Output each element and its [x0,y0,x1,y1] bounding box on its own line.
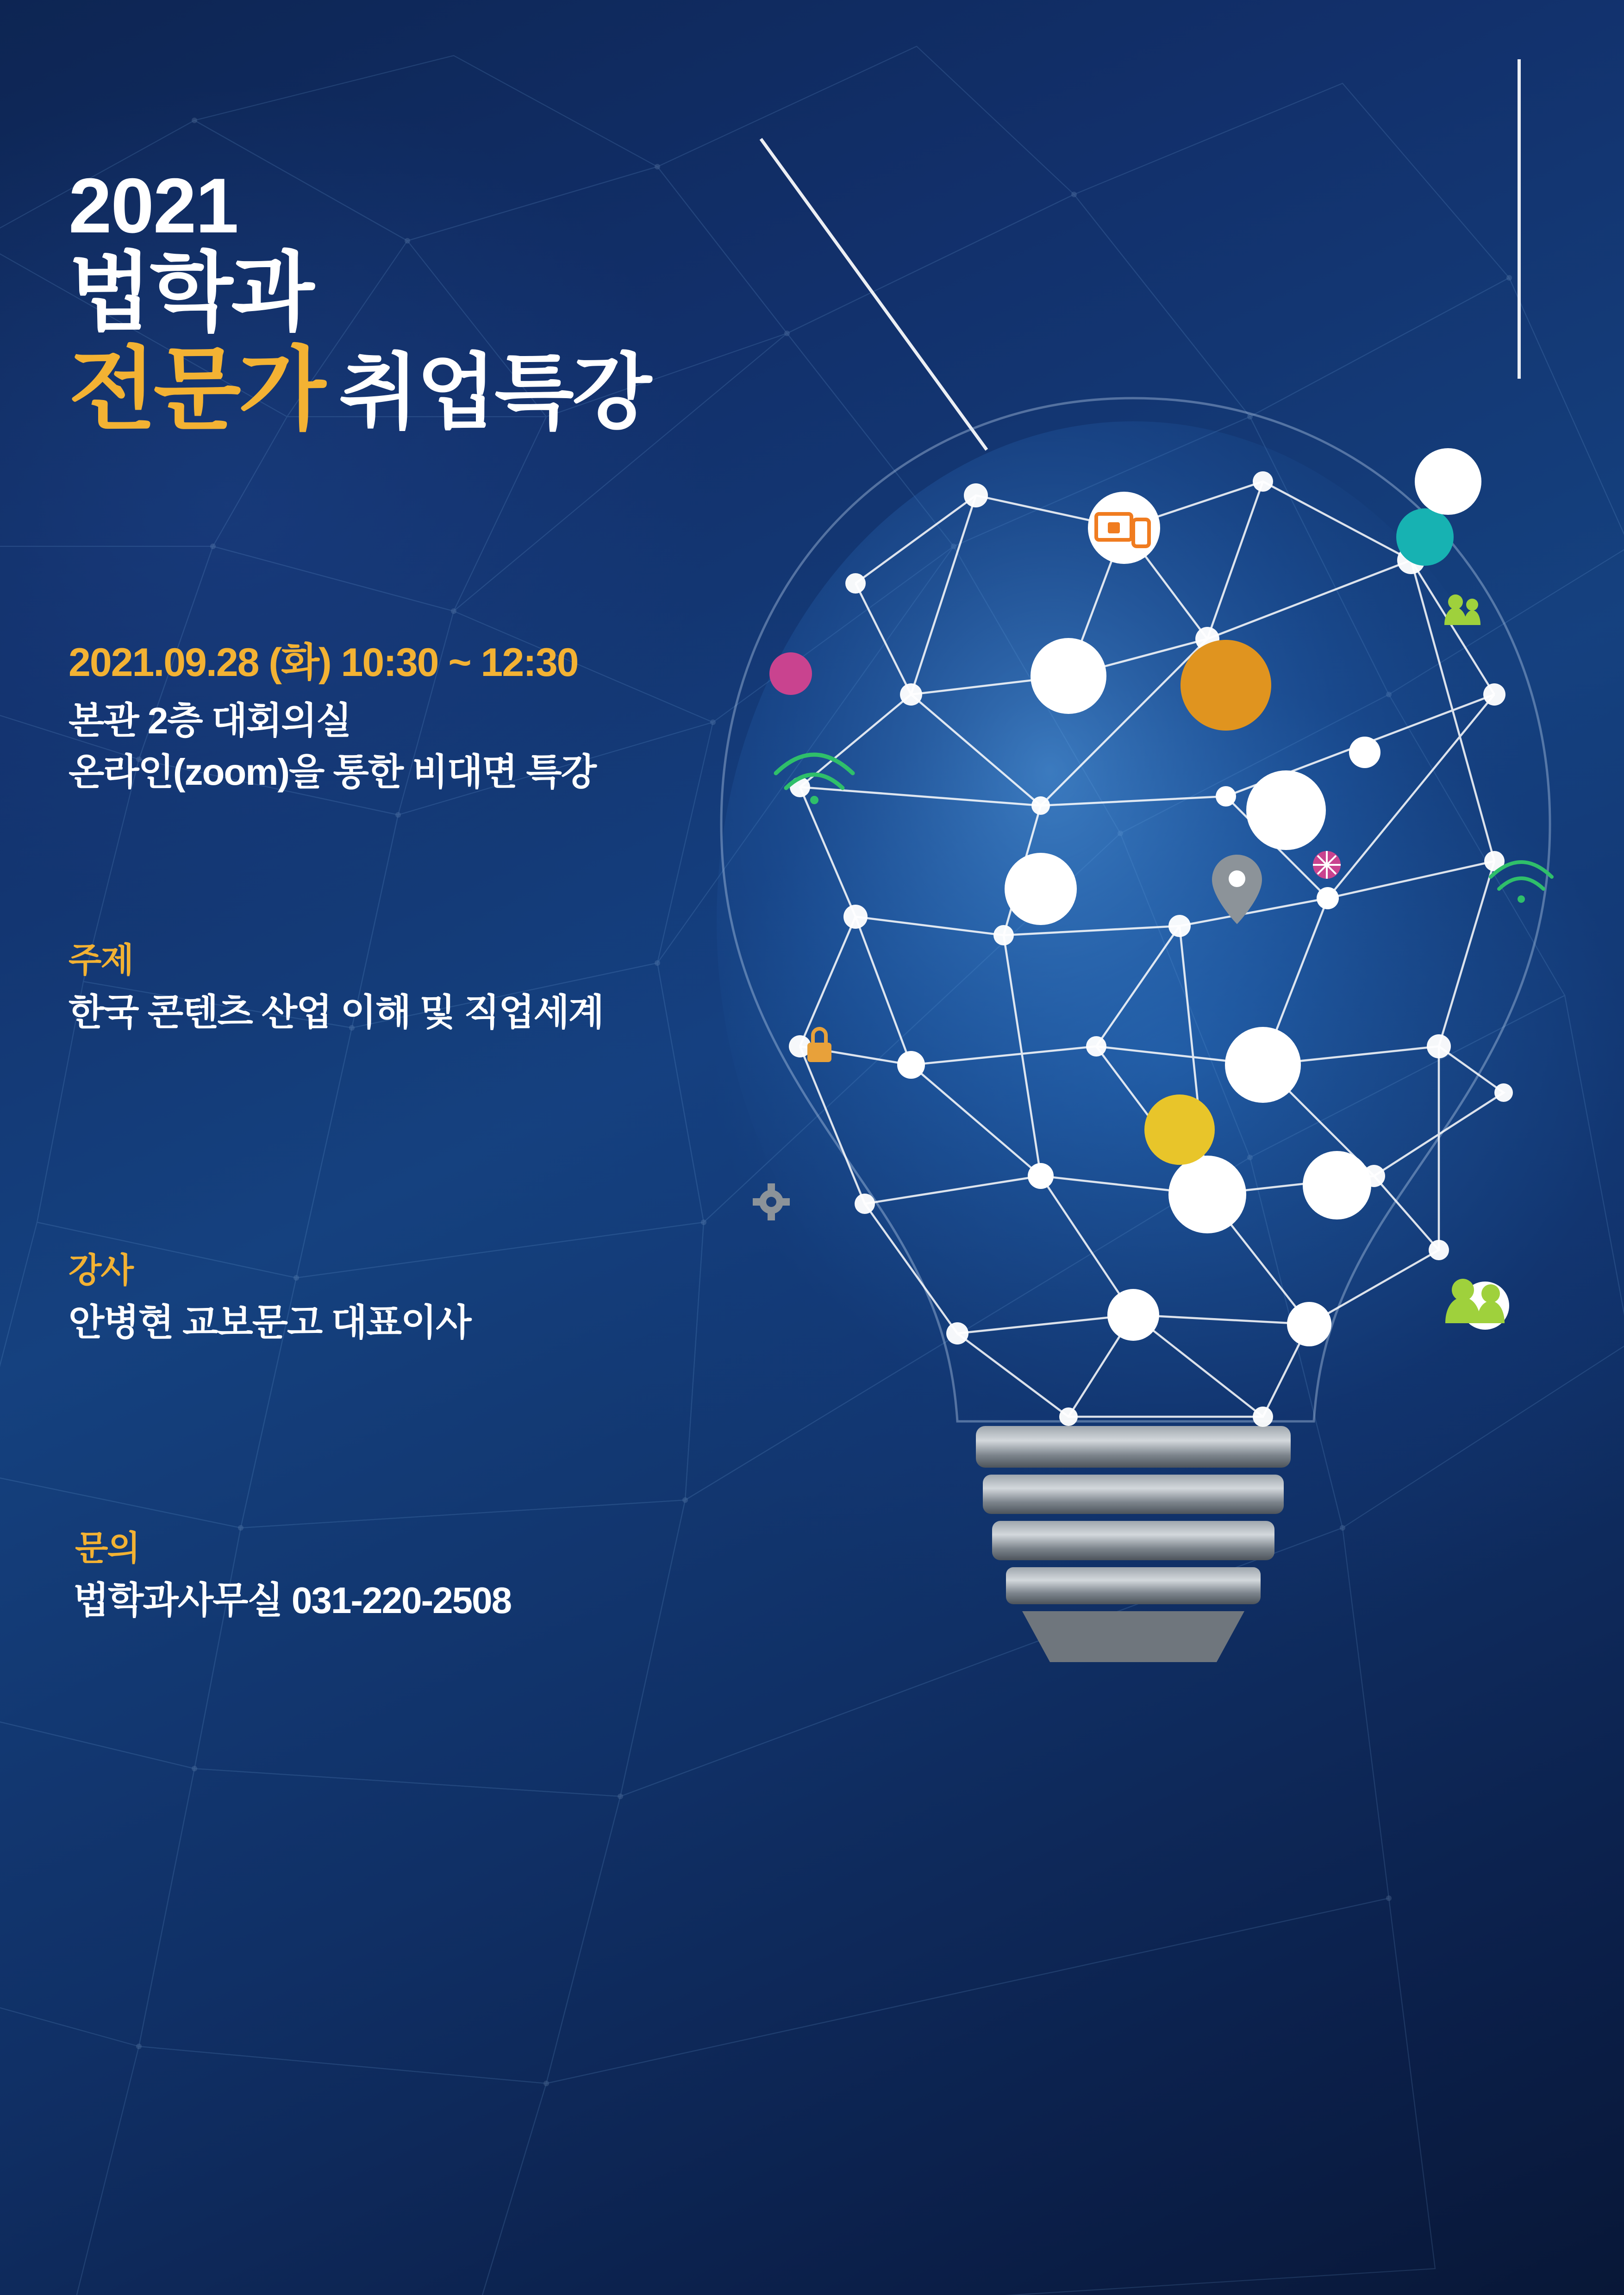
poster-title-block [69,162,902,441]
contact-value: 법학과사무실 031-220-2508 [73,1579,512,1621]
node-bubble-yellow [1144,1094,1215,1165]
title-department: 법학과 [69,245,313,341]
event-datetime: 2021.09.28 (화) 10:30 ~ 12:30 [69,640,578,685]
poster-text-content [56,0,935,2295]
contact-label: 문의 [75,1529,139,1567]
topic-value: 한국 콘텐츠 산업 이해 및 직업세계 [69,991,604,1033]
title-subtitle-row [69,339,902,441]
people-icon [1444,594,1480,625]
section-contact [69,1528,902,1624]
section-speaker [69,1250,902,1346]
title-year: 2021 [69,162,238,249]
users-group-icon [1445,1279,1505,1323]
node-bubble-teal [1396,508,1454,566]
event-place-line1: 본관 2층 대회의실 [69,700,351,742]
node-bubble-orange [1181,640,1271,731]
vertical-accent-line [1518,59,1521,379]
topic-label: 주제 [69,941,133,979]
event-place-line2: 온라인(zoom)을 통한 비대면 특강 [69,751,596,793]
section-topic [69,940,902,1036]
title-expert: 전문가 [69,339,324,441]
speaker-label: 강사 [69,1251,133,1289]
node-bubble-white [1088,492,1160,564]
bulb-base [976,1426,1291,1662]
location-pin-icon [1212,855,1262,924]
devices-security-icon [1096,514,1149,546]
globe-icon [1313,851,1341,879]
schedule-block [69,639,902,797]
wifi-small-icon [1491,862,1552,903]
title-lecture: 취업특강 [339,346,650,439]
speaker-value: 안병현 교보문고 대표이사 [69,1301,471,1343]
